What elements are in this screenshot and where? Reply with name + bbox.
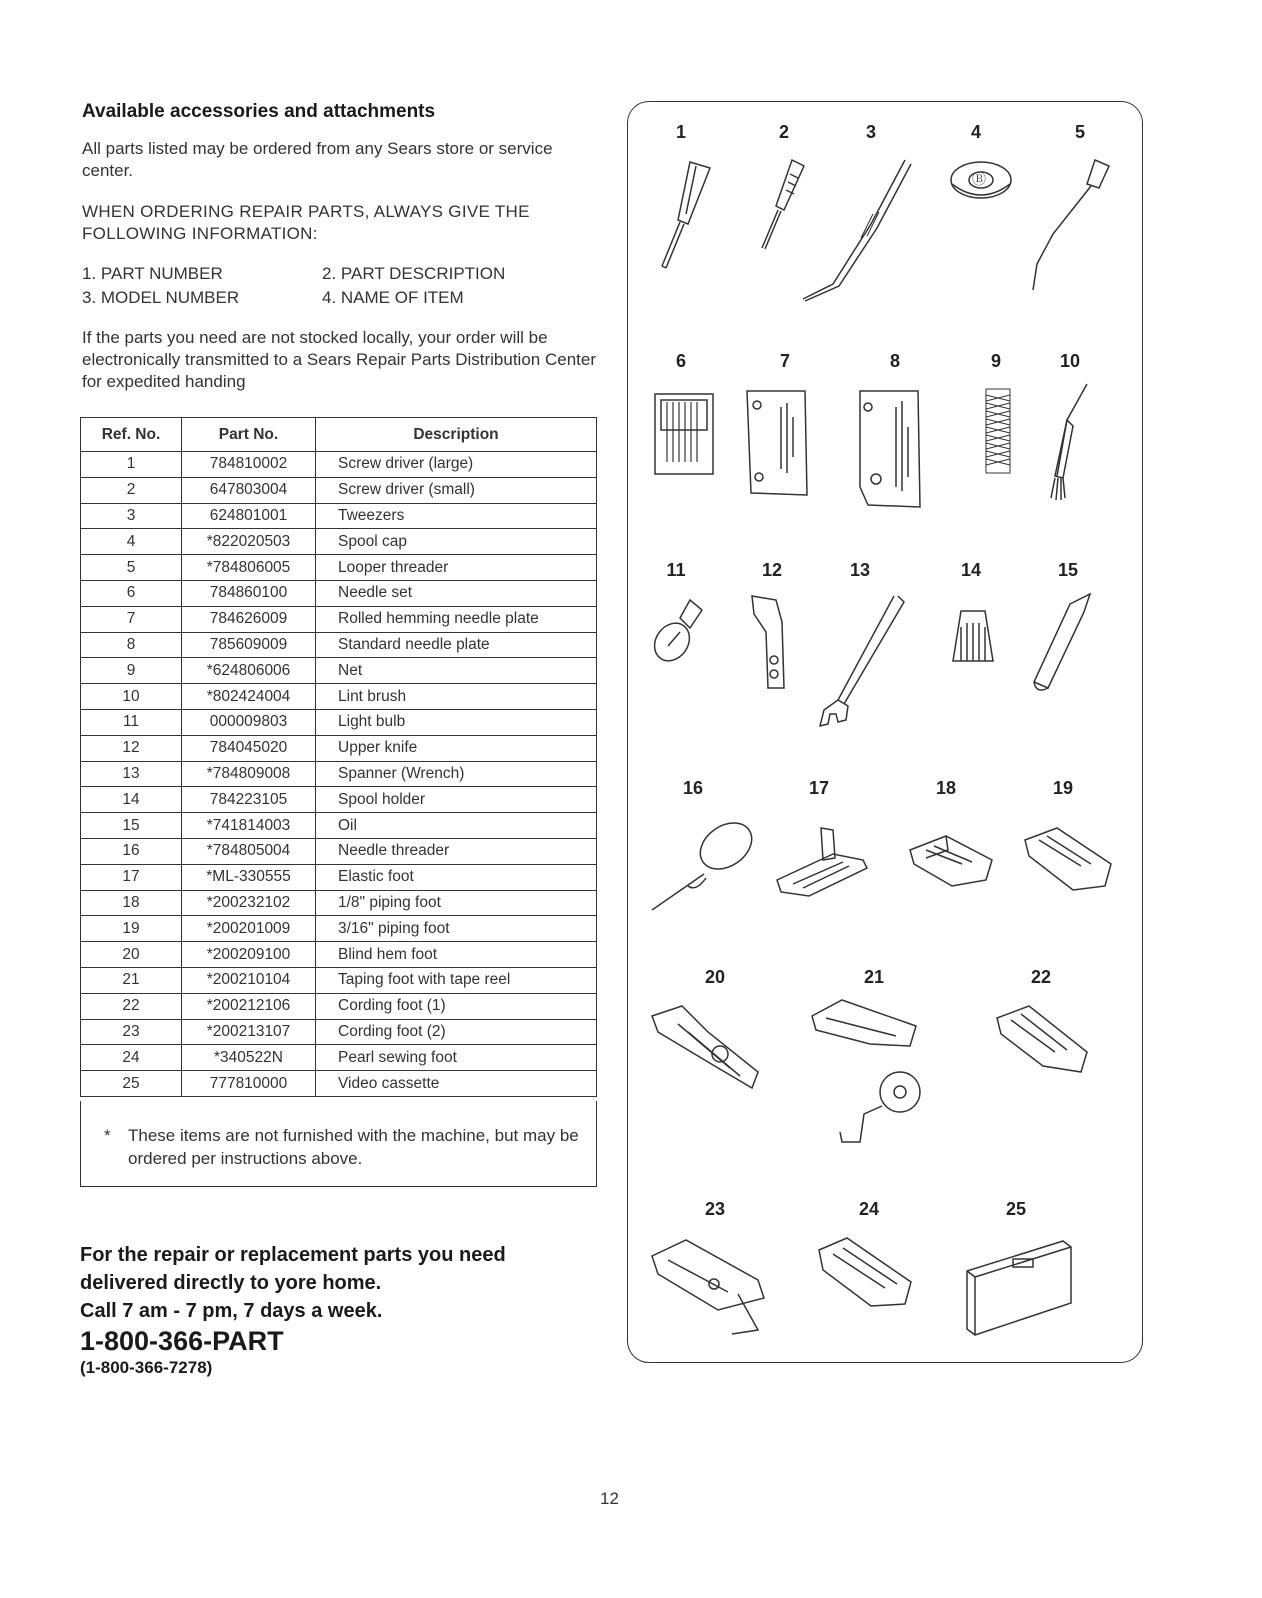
part-number-cell: *200209100: [182, 942, 316, 968]
oil-bottle-icon: [1026, 590, 1096, 700]
ref-cell: 10: [81, 684, 182, 710]
cording-foot-icon: [993, 1002, 1093, 1082]
lint-brush-icon: [1043, 380, 1093, 505]
table-row: [81, 942, 597, 968]
table-row: [81, 761, 597, 787]
tweezers-icon: [793, 154, 923, 304]
part-number-cell: *784805004: [182, 838, 316, 864]
table-row: [81, 709, 597, 735]
needle-threader-icon: [646, 814, 761, 914]
illustration-number: 23: [704, 1199, 726, 1219]
illustration-number: 2: [778, 122, 789, 142]
description-cell: Elastic foot: [316, 864, 597, 890]
description-cell: Tweezers: [316, 503, 597, 529]
part-number-cell: *741814003: [182, 813, 316, 839]
footnote-text: These items are not furnished with the machine, but may be ordered per instructions above.: [128, 1126, 579, 1168]
section-heading: Available accessories and attachments: [82, 101, 436, 122]
part-number-cell: *200213107: [182, 1019, 316, 1045]
table-row: [81, 555, 597, 581]
illustration-number: 25: [1005, 1199, 1027, 1219]
info-item-part-description: 2. PART DESCRIPTION: [322, 264, 506, 283]
table-row: [81, 787, 597, 813]
page-number: 12: [600, 1489, 619, 1508]
table-row: [81, 1045, 597, 1071]
illustration-number: 6: [675, 351, 686, 371]
pearl-sewing-foot-icon: [813, 1234, 918, 1314]
description-cell: Lint brush: [316, 684, 597, 710]
illustration-number: 24: [858, 1199, 880, 1219]
ref-cell: 14: [81, 787, 182, 813]
illustration-number: 8: [889, 351, 900, 371]
phone-mnemonic: 1-800-366-PART: [80, 1326, 284, 1356]
repair-callout: [80, 1241, 506, 1325]
part-number-cell: 777810000: [182, 1071, 316, 1097]
table-row: [81, 529, 597, 555]
ref-cell: 18: [81, 890, 182, 916]
illustration-number: 3: [865, 122, 876, 142]
ref-cell: 20: [81, 942, 182, 968]
illustration-number: 12: [761, 560, 783, 580]
illustration-number: 16: [682, 778, 704, 798]
ref-cell: 8: [81, 632, 182, 658]
ref-cell: 19: [81, 916, 182, 942]
spanner-wrench-icon: [808, 592, 908, 732]
description-cell: Screw driver (small): [316, 477, 597, 503]
illustration-panel: [627, 101, 1143, 1363]
description-cell: Net: [316, 658, 597, 684]
net-icon: [983, 387, 1013, 477]
ref-cell: 11: [81, 709, 182, 735]
table-header-row: [81, 418, 597, 452]
illustration-number: 1: [675, 122, 686, 142]
stock-note: If the parts you need are not stocked locally, your order will be electronically transmitted to a Sears Repair Parts Distribution Center for expedited handing: [82, 328, 596, 391]
header-ref-no: Ref. No.: [81, 418, 182, 452]
light-bulb-icon: [650, 594, 710, 669]
part-number-cell: 784223105: [182, 787, 316, 813]
ref-cell: 6: [81, 580, 182, 606]
description-cell: Oil: [316, 813, 597, 839]
part-number-cell: *200201009: [182, 916, 316, 942]
part-number-cell: *340522N: [182, 1045, 316, 1071]
phone-numeric: (1-800-366-7278): [80, 1358, 213, 1377]
illustration-number: 22: [1030, 967, 1052, 987]
table-row: [81, 916, 597, 942]
elastic-foot-icon: [773, 820, 873, 900]
description-cell: 3/16" piping foot: [316, 916, 597, 942]
ref-cell: 24: [81, 1045, 182, 1071]
cording-foot-icon: [648, 1234, 778, 1339]
illustration-number: 14: [960, 560, 982, 580]
illustration-number: 9: [990, 351, 1001, 371]
ref-cell: 21: [81, 967, 182, 993]
header-part-no: Part No.: [182, 418, 316, 452]
description-cell: Light bulb: [316, 709, 597, 735]
part-number-cell: 784810002: [182, 452, 316, 478]
blind-hem-foot-icon: [648, 1002, 768, 1102]
ref-cell: 16: [81, 838, 182, 864]
ref-cell: 15: [81, 813, 182, 839]
screwdriver-large-icon: [648, 154, 718, 274]
part-number-cell: 784626009: [182, 606, 316, 632]
table-row: [81, 503, 597, 529]
needle-set-icon: [653, 392, 715, 482]
upper-knife-icon: [746, 592, 796, 692]
table-row: [81, 580, 597, 606]
repair-line: Call 7 am - 7 pm, 7 days a week.: [80, 1300, 383, 1322]
spool-holder-icon: [943, 607, 1003, 667]
description-cell: 1/8" piping foot: [316, 890, 597, 916]
description-cell: Blind hem foot: [316, 942, 597, 968]
part-number-cell: 647803004: [182, 477, 316, 503]
table-row: [81, 658, 597, 684]
part-number-cell: 624801001: [182, 503, 316, 529]
description-cell: Cording foot (1): [316, 993, 597, 1019]
table-row: [81, 838, 597, 864]
illustration-number: 11: [666, 560, 686, 580]
info-item-name-of-item: 4. NAME OF ITEM: [322, 288, 464, 307]
ref-cell: 2: [81, 477, 182, 503]
description-cell: Video cassette: [316, 1071, 597, 1097]
info-item-part-number: 1. PART NUMBER: [82, 264, 223, 283]
ordering-instructions: WHEN ORDERING REPAIR PARTS, ALWAYS GIVE THE FOLLOWING INFORMATION:: [82, 202, 530, 243]
spool-cap-icon: [946, 158, 1016, 208]
illustration-number: 7: [779, 351, 790, 371]
ref-cell: 23: [81, 1019, 182, 1045]
part-number-cell: 785609009: [182, 632, 316, 658]
description-cell: Spanner (Wrench): [316, 761, 597, 787]
video-cassette-icon: [963, 1237, 1078, 1337]
description-cell: Needle set: [316, 580, 597, 606]
ref-cell: 12: [81, 735, 182, 761]
part-number-cell: *784806005: [182, 555, 316, 581]
part-number-cell: 784045020: [182, 735, 316, 761]
part-number-cell: 784860100: [182, 580, 316, 606]
part-number-cell: *624806006: [182, 658, 316, 684]
table-row: [81, 606, 597, 632]
description-cell: Spool holder: [316, 787, 597, 813]
table-row: [81, 477, 597, 503]
part-number-cell: *822020503: [182, 529, 316, 555]
standard-needle-plate-icon: [856, 387, 926, 512]
illustration-number: 21: [863, 967, 885, 987]
rolled-hemming-needle-plate-icon: [743, 387, 813, 502]
piping-foot-icon: [1021, 824, 1116, 894]
info-item-model-number: 3. MODEL NUMBER: [82, 288, 240, 307]
ref-cell: 4: [81, 529, 182, 555]
looper-threader-icon: [1023, 154, 1118, 294]
ref-cell: 13: [81, 761, 182, 787]
description-cell: Upper knife: [316, 735, 597, 761]
ref-cell: 22: [81, 993, 182, 1019]
table-row: [81, 735, 597, 761]
table-row: [81, 967, 597, 993]
ref-cell: 25: [81, 1071, 182, 1097]
illustration-number: 18: [935, 778, 957, 798]
table-row: [81, 452, 597, 478]
illustration-number: 19: [1052, 778, 1074, 798]
ref-cell: 17: [81, 864, 182, 890]
illustration-number: 20: [704, 967, 726, 987]
table-row: [81, 1019, 597, 1045]
footnote: [104, 1124, 584, 1170]
part-number-cell: *784809008: [182, 761, 316, 787]
description-cell: Pearl sewing foot: [316, 1045, 597, 1071]
part-number-cell: *200212106: [182, 993, 316, 1019]
description-cell: Needle threader: [316, 838, 597, 864]
illustration-number: 4: [970, 122, 981, 142]
parts-table: [80, 417, 597, 1097]
description-cell: Spool cap: [316, 529, 597, 555]
spool-cap-mark: Ⓑ: [972, 171, 986, 187]
illustration-number: 10: [1059, 351, 1081, 371]
description-cell: Rolled hemming needle plate: [316, 606, 597, 632]
part-number-cell: *ML-330555: [182, 864, 316, 890]
table-row: [81, 684, 597, 710]
header-description: Description: [316, 418, 597, 452]
part-number-cell: *200210104: [182, 967, 316, 993]
ref-cell: 3: [81, 503, 182, 529]
table-row: [81, 1071, 597, 1097]
table-row: [81, 632, 597, 658]
taping-foot-icon: [806, 994, 931, 1154]
repair-line: For the repair or replacement parts you need: [80, 1244, 506, 1266]
illustration-number: 17: [808, 778, 830, 798]
ref-cell: 5: [81, 555, 182, 581]
part-number-cell: 000009803: [182, 709, 316, 735]
illustration-number: 13: [849, 560, 871, 580]
part-number-cell: *200232102: [182, 890, 316, 916]
repair-line: delivered directly to yore home.: [80, 1272, 382, 1294]
ref-cell: 1: [81, 452, 182, 478]
illustration-number: 5: [1074, 122, 1085, 142]
description-cell: Looper threader: [316, 555, 597, 581]
piping-foot-icon: [906, 830, 996, 890]
description-cell: Cording foot (2): [316, 1019, 597, 1045]
illustration-number: 15: [1057, 560, 1079, 580]
description-cell: Standard needle plate: [316, 632, 597, 658]
table-row: [81, 813, 597, 839]
description-cell: Taping foot with tape reel: [316, 967, 597, 993]
part-number-cell: *802424004: [182, 684, 316, 710]
ref-cell: 7: [81, 606, 182, 632]
footnote-asterisk: *: [104, 1126, 111, 1145]
table-row: [81, 864, 597, 890]
ref-cell: 9: [81, 658, 182, 684]
intro-paragraph: All parts listed may be ordered from any Sears store or service center.: [82, 139, 553, 180]
table-row: [81, 993, 597, 1019]
description-cell: Screw driver (large): [316, 452, 597, 478]
table-row: [81, 890, 597, 916]
